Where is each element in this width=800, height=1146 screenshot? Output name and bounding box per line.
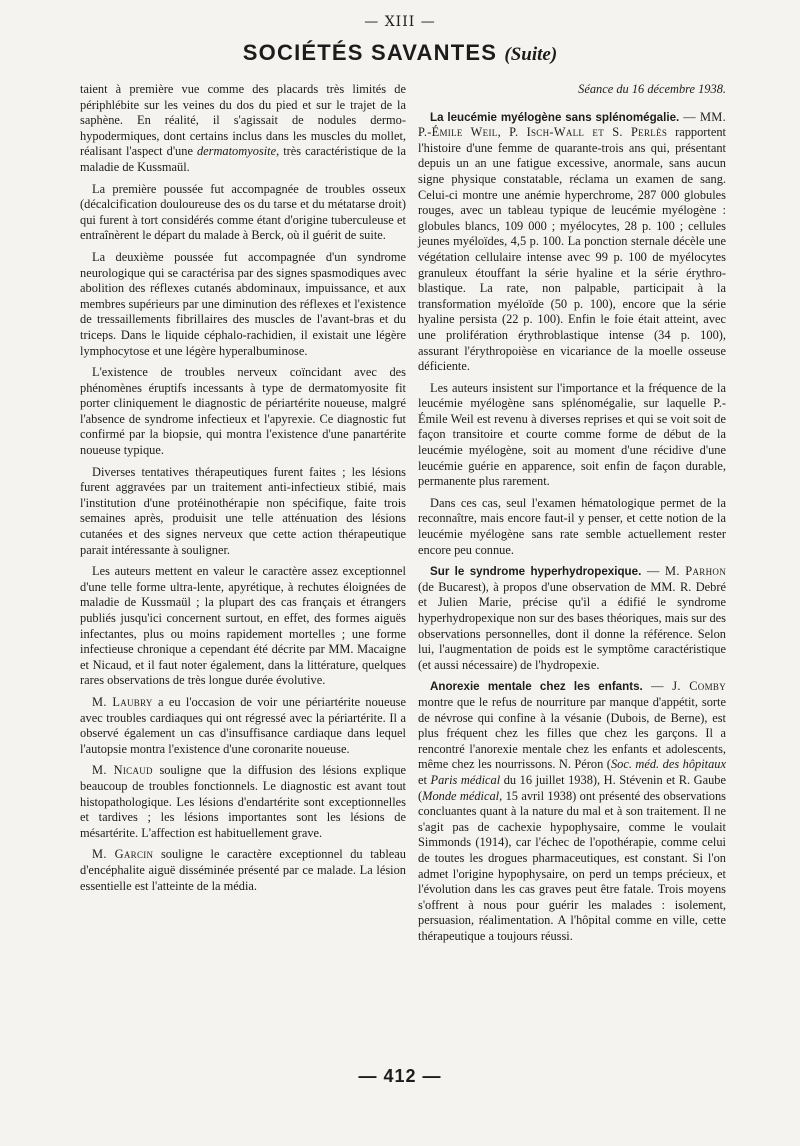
paragraph: Anorexie mentale chez les enfants. — J. Comby montre que le refus de nourriture par manque d'appétit, sorte de névrose qui confine à la vésanie (Dubois, de Berne), est plus fréquent chez les filles que chez les garçons. Il a rencontré l'anorexie mentale chez les enfants et adolescents, même chez les nourrissons. N. Péron (Soc. méd. des hôpitaux et Paris médical du 16 juillet 1938), H. Stévenin et R. Gaube (Monde médical, 15 avril 1938) ont présenté des observations concluantes quant à la nature du mal et à son traitement. Il ne s'agit pas de cachexie hypophysaire, comme le voulait Simmonds (1914), car l'échec de l'opothérapie, comme celui de toutes les drogues pharmaceutiques, est constant. Si l'on admet l'origine hypophysaire, on perd un temps précieux, et l'évolution dans les cas graves peut être fatale. Trois moyens s'offrent à nous pour guérir les malades : isolement, persuasion, réalimentation. A l'hôpital comme en ville, cette thérapeutique a toujours réussi. [418, 679, 727, 943]
paragraph: M. Garcin souligne le caractère exceptionnel du tableau d'encéphalite aiguë disséminée présenté par ce malade. La lésion essentielle est l'atteinte de la média. [80, 847, 406, 893]
communication-heading: Anorexie mentale chez les enfants. [430, 680, 643, 694]
right-column [418, 82, 726, 950]
paragraph: Dans ces cas, seul l'examen hématologique permet de la reconnaître, mais encore faut-il y penser, et cette notion de la leucémie myélogène sans rate semble actuellement rester encore peu connue. [418, 495, 726, 557]
session-date: Séance du 16 décembre 1938. [578, 82, 726, 96]
paragraph: La première poussée fut accompagnée de troubles osseux (décalcification douloureuse des os du tarse et du métatarse droit) qui furent à tort considérés comme étant d'origine tuberculeuse et entraînèrent le départ du malade à Berck, où il guérit de suite. [80, 181, 406, 243]
communication-heading: Sur le syndrome hyperhydropexique. [430, 565, 642, 579]
roman-page-number: — XIII — [364, 14, 436, 30]
author-names: — MM. P.-Émile Weil, P. Isch-Wall et S. Perlès [418, 109, 726, 140]
paragraph: Les auteurs mettent en valeur le caractère assez exceptionnel d'une telle forme ultra-lente, apyrétique, à rechutes éloignées de maladie de Kussmaül ; la plupart des cas français et étrangers publiés jusqu'ici concernent surtout, en effet, des formes aiguës infectantes, plus ou moins rapidement mortelles ; une forme infectieuse chronique a cependant été décrite par MM. Macaigne et Nicaud, et il faut noter également, dans la littérature, quelques rares observations de très longue durée évolutive. [80, 564, 406, 688]
paragraph: Diverses tentatives thérapeutiques furent faites ; les lésions furent aggravées par un traitement anti-infectieux stibié, mais l'institution d'une protéinothérapie non spécifique, faite trois semaines après, produisit une telle atténuation des lésions cutanées et des signes nerveux que cette action thérapeutique parait intéressante à souligner. [80, 464, 406, 557]
author-names: — M. Parhon [641, 564, 726, 579]
paragraph: M. Laubry a eu l'occasion de voir une périartérite noueuse avec troubles cardiaques qui ont régressé avec la périartérite. Il a observé également un cas d'insuffisance cardiaque dans lequel l'autopsie montra l'existence d'une coronarite noueuse. [80, 694, 406, 756]
communication-heading: La leucémie myélogène sans splénomégalie. [430, 110, 680, 124]
paragraph: Sur le syndrome hyperhydropexique. — M. Parhon (de Bucarest), à propos d'une observation de MM. R. Debré et Julien Marie, précise qu'il a édifié le syndrome hyperhydropexique non sur des bases théoriques, mais sur des observations personnelles, dont il donne la référence. Selon lui, l'augmentation de poids est le symptôme caractéristique (et aussi nécessaire) de l'hydropexie. [418, 564, 726, 672]
speaker-name: M. Laubry [92, 694, 153, 709]
paragraph: Les auteurs insistent sur l'importance et la fréquence de la leucémie myélogène sans splénomégalie, sur laquelle P.-Émile Weil est revenu à diverses reprises et qui se voit soit de façon transitoire et courte comme forme de début de la leucémie myélogène, soit au moment d'une récidive d'une leucémie guérie en apparence, soit enfin de façon durable, permanente plus rarement. [418, 380, 726, 489]
paragraph: L'existence de troubles nerveux coïncidant avec des phénomènes éruptifs incessants à type de dermatomyosite fit porter cliniquement le diagnostic de périartérite noueuse, malgré l'absence de syndrome infectieux et l'apyrexie. Ce diagnostic fut confirmé par la biopsie, qui montra l'existence d'une panartérite noueuse typique. [80, 365, 406, 458]
section-title [0, 40, 800, 66]
paragraph: M. Nicaud souligne que la diffusion des lésions explique beaucoup de troubles fonctionnels. Le diagnostic est avant tout histopathologique. Les lésions d'endartérite sont exceptionnelles et tardives ; les lésions importantes sont les lésions de mésartérite. L'affection est habituellement grave. [80, 763, 407, 840]
section-title-suffix: (Suite) [504, 44, 558, 65]
paragraph: La deuxième poussée fut accompagnée d'un syndrome neurologique qui se caractérisa par des signes spasmodiques avec abolition des réflexes cutanés abdominaux, impuissance, et aux membres supérieurs par une diminution des réflexes et l'existence de tressaillements fibrillaires des muscles de l'avant-bras et du triceps. Dans le liquide céphalo-rachidien, il existait une légère lymphocytose et une légère hyperalbuminose. [80, 249, 406, 358]
page-number: — 412 — [358, 1066, 442, 1086]
author-names: — J. Comby [642, 679, 726, 694]
paragraph: La leucémie myélogène sans splénomégalie. — MM. P.-Émile Weil, P. Isch-Wall et S. Perlès rapportent l'histoire d'une femme de quarante-trois ans qui, présentant depuis un an une fatigue excessive, anormale, sans aucun signe physique constatable, réclama un examen de sang. Celui-ci montre une anémie hyperchrome, 287 000 globules rouges, avec un tableau typique de leucémie myélogène : globules blancs, 109 000 ; myélocytes, 28 p. 100 ; cellules jeunes myéloïdes, 4,5 p. 100. La ponction sternale décèle une végétation cellulaire intense avec 99 p. 100 de myélocytes granuleux étouffant la série hyaline et la série érythro-blastique. La rate, non palpable, participait à la transformation myéloïde (50 p. 100), encore que la série hyaline persista (22 p. 100). Enfin le foie était atteint, avec une prolifération érythroblastique intense (34 p. 100), assurant l'érythropoièse en vicariance de la moelle osseuse déficiente. [418, 109, 727, 374]
speaker-name: M. Nicaud [92, 763, 153, 778]
section-title-text: SOCIÉTÉS SAVANTES [242, 40, 498, 65]
paragraph: taient à première vue comme des placards très limités de périphlébite sur les veines du dos du pied et sur le trajet de la saphène. En réalité, il s'agissait de nodules dermo-hypodermiques, dont certains inclus dans les muscles du mollet, réalisant l'aspect d'une dermatomyositе, très caractéristique de la maladie de Kussmaül. [80, 82, 406, 174]
speaker-name: M. Garcin [92, 847, 154, 862]
left-column [80, 82, 406, 900]
